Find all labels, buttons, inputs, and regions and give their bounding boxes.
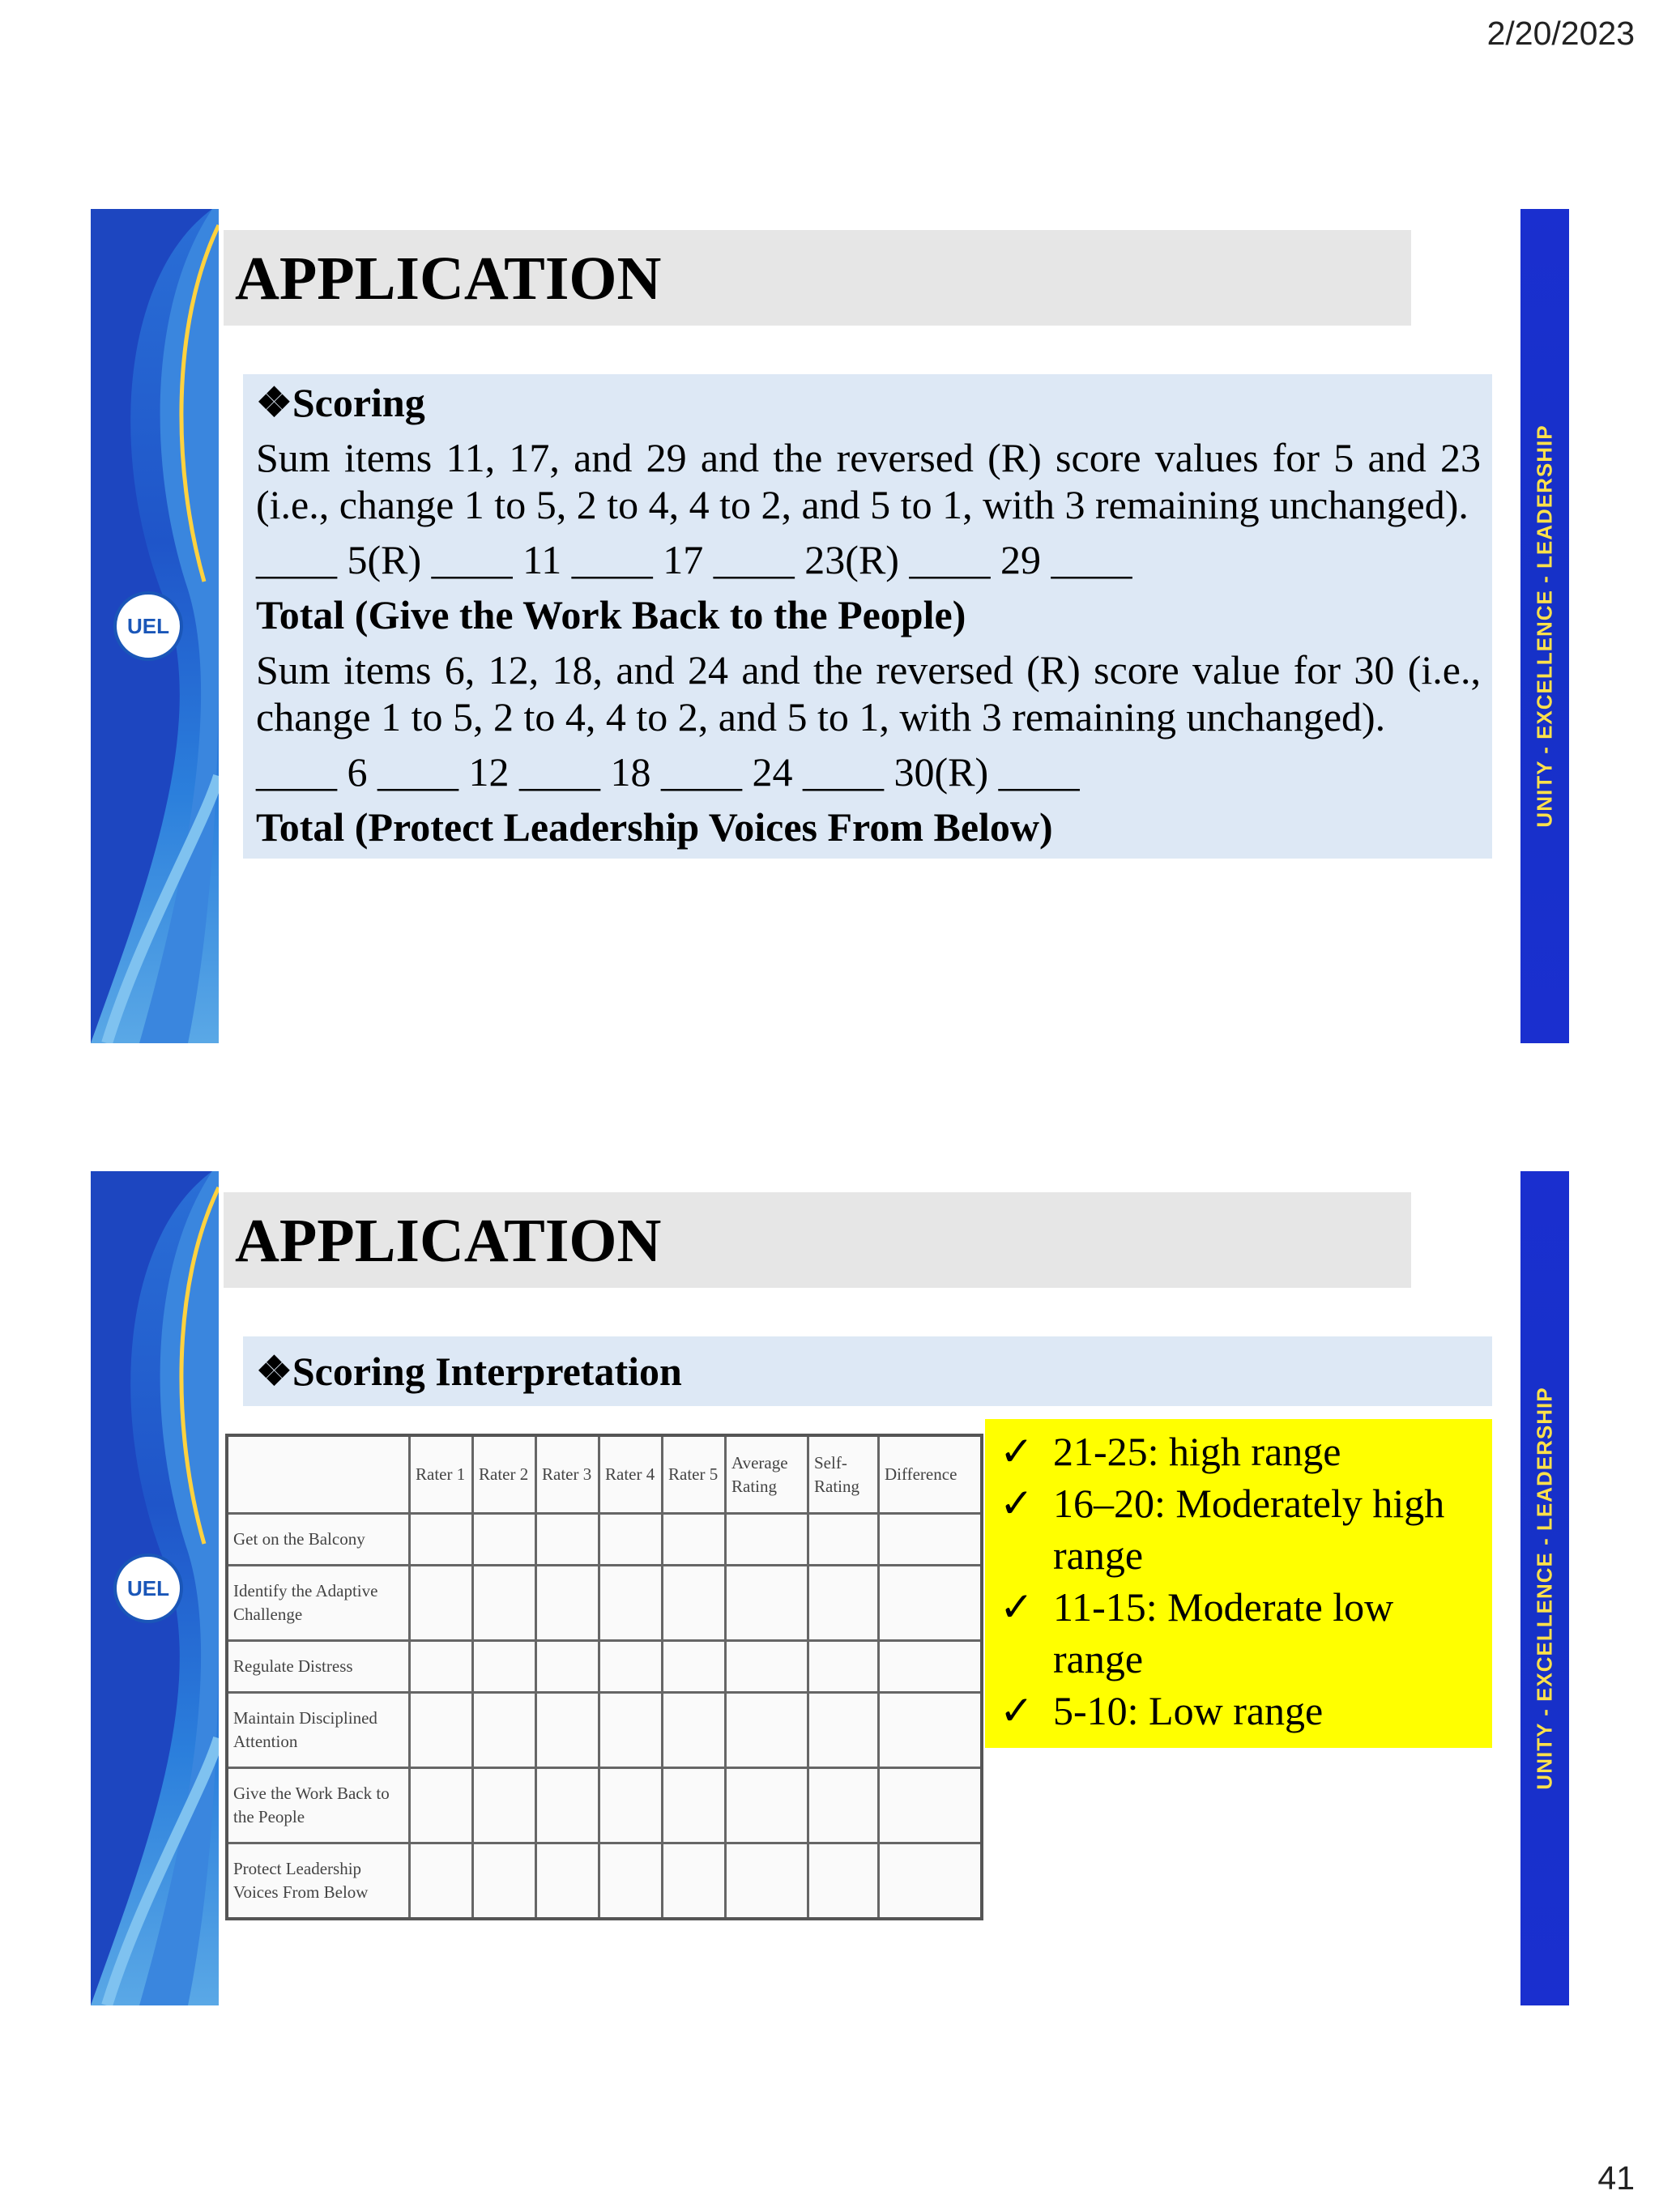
rating-cell[interactable] — [410, 1768, 473, 1843]
rating-cell[interactable] — [536, 1566, 599, 1641]
table-row — [227, 1693, 982, 1768]
difference-cell[interactable] — [879, 1693, 983, 1768]
table-row — [227, 1641, 982, 1693]
rating-cell[interactable] — [663, 1514, 726, 1566]
total-label-2: Total (Protect Leadership Voices From Below) — [256, 804, 1053, 850]
column-header: Self-Rating — [808, 1435, 879, 1514]
checkmark-icon: ✓ — [1000, 1688, 1034, 1733]
average-cell[interactable] — [726, 1693, 808, 1768]
decorative-right-band — [1520, 1171, 1569, 2005]
rating-cell[interactable] — [663, 1641, 726, 1693]
list-item — [1000, 1685, 1492, 1737]
row-label: Regulate Distress — [227, 1641, 410, 1693]
rating-cell[interactable] — [663, 1768, 726, 1843]
rating-cell[interactable] — [536, 1843, 599, 1919]
row-label: Maintain Disciplined Attention — [227, 1693, 410, 1768]
rating-cell[interactable] — [599, 1693, 663, 1768]
section-heading: ❖Scoring — [256, 380, 425, 425]
score-ranges-box — [985, 1419, 1492, 1748]
range-text: 21-25: high range — [1053, 1429, 1341, 1474]
list-item — [1000, 1581, 1492, 1685]
table-header-row — [227, 1435, 982, 1514]
range-text: 11-15: Moderate low range — [1053, 1584, 1394, 1681]
column-header: Rater 4 — [599, 1435, 663, 1514]
table-row — [227, 1768, 982, 1843]
vertical-motto: UNITY - EXCELLENCE - LEADERSHIP — [1532, 424, 1557, 828]
slide-scoring-interpretation — [91, 1171, 1569, 2005]
rating-cell[interactable] — [410, 1693, 473, 1768]
checkmark-icon: ✓ — [1000, 1429, 1034, 1474]
column-header — [227, 1435, 410, 1514]
decorative-left-band — [91, 1171, 219, 2005]
self-rating-cell[interactable] — [808, 1514, 879, 1566]
instruction-paragraph-2: Sum items 6, 12, 18, and 24 and the reversed (R) score value for 30 (i.e., change 1 to 5, 2 to 4, 4 to 2, and 5 to 1, with 3 remaining unchanged). — [256, 647, 1481, 739]
rating-cell[interactable] — [536, 1768, 599, 1843]
rating-cell[interactable] — [599, 1843, 663, 1919]
column-header: Difference — [879, 1435, 983, 1514]
rating-cell[interactable] — [410, 1641, 473, 1693]
rating-cell[interactable] — [599, 1641, 663, 1693]
self-rating-cell[interactable] — [808, 1641, 879, 1693]
rating-cell[interactable] — [599, 1566, 663, 1641]
uel-logo: UEL — [113, 1554, 183, 1623]
average-cell[interactable] — [726, 1843, 808, 1919]
column-header: Rater 5 — [663, 1435, 726, 1514]
rating-table — [225, 1434, 983, 1920]
rating-cell[interactable] — [663, 1566, 726, 1641]
rating-cell[interactable] — [473, 1768, 536, 1843]
row-label: Get on the Balcony — [227, 1514, 410, 1566]
row-label: Give the Work Back to the People — [227, 1768, 410, 1843]
page-number: 41 — [1597, 2159, 1635, 2197]
rating-cell[interactable] — [473, 1514, 536, 1566]
average-cell[interactable] — [726, 1566, 808, 1641]
table-row — [227, 1566, 982, 1641]
rating-cell[interactable] — [663, 1693, 726, 1768]
average-cell[interactable] — [726, 1514, 808, 1566]
list-item — [1000, 1477, 1492, 1581]
score-blanks-1: ____ 5(R) ____ 11 ____ 17 ____ 23(R) ____ 29 ____ — [256, 537, 1132, 582]
column-header: Rater 3 — [536, 1435, 599, 1514]
difference-cell[interactable] — [879, 1566, 983, 1641]
rating-cell[interactable] — [536, 1641, 599, 1693]
self-rating-cell[interactable] — [808, 1693, 879, 1768]
rating-cell[interactable] — [473, 1566, 536, 1641]
title-bar — [224, 1192, 1411, 1288]
list-item — [1000, 1426, 1492, 1477]
vertical-motto: UNITY - EXCELLENCE - LEADERSHIP — [1532, 1387, 1557, 1790]
difference-cell[interactable] — [879, 1514, 983, 1566]
difference-cell[interactable] — [879, 1641, 983, 1693]
difference-cell[interactable] — [879, 1768, 983, 1843]
rating-cell[interactable] — [599, 1768, 663, 1843]
difference-cell[interactable] — [879, 1843, 983, 1919]
average-cell[interactable] — [726, 1768, 808, 1843]
table-row — [227, 1843, 982, 1919]
column-header: Average Rating — [726, 1435, 808, 1514]
self-rating-cell[interactable] — [808, 1566, 879, 1641]
section-heading: ❖Scoring Interpretation — [243, 1336, 1492, 1406]
rating-cell[interactable] — [663, 1843, 726, 1919]
slide-date: 2/20/2023 — [1486, 15, 1635, 52]
uel-logo: UEL — [113, 591, 183, 661]
rating-cell[interactable] — [473, 1641, 536, 1693]
rating-cell[interactable] — [410, 1514, 473, 1566]
title-bar — [224, 230, 1411, 326]
rating-cell[interactable] — [599, 1514, 663, 1566]
slide-scoring — [91, 209, 1569, 1043]
rating-cell[interactable] — [410, 1566, 473, 1641]
row-label: Protect Leadership Voices From Below — [227, 1843, 410, 1919]
checkmark-icon: ✓ — [1000, 1481, 1034, 1526]
rating-cell[interactable] — [536, 1693, 599, 1768]
self-rating-cell[interactable] — [808, 1768, 879, 1843]
score-blanks-2: ____ 6 ____ 12 ____ 18 ____ 24 ____ 30(R) ____ — [256, 749, 1080, 795]
rating-cell[interactable] — [473, 1693, 536, 1768]
scoring-content-box — [243, 374, 1492, 859]
total-label-1: Total (Give the Work Back to the People) — [256, 592, 966, 637]
column-header: Rater 2 — [473, 1435, 536, 1514]
table-row — [227, 1514, 982, 1566]
average-cell[interactable] — [726, 1641, 808, 1693]
range-text: 5-10: Low range — [1053, 1688, 1324, 1733]
row-label: Identify the Adaptive Challenge — [227, 1566, 410, 1641]
rating-cell[interactable] — [410, 1843, 473, 1919]
decorative-left-band — [91, 209, 219, 1043]
decorative-right-band — [1520, 209, 1569, 1043]
column-header: Rater 1 — [410, 1435, 473, 1514]
checkmark-icon: ✓ — [1000, 1584, 1034, 1630]
rating-cell[interactable] — [536, 1514, 599, 1566]
instruction-paragraph-1: Sum items 11, 17, and 29 and the reversed (R) score values for 5 and 23 (i.e., change 1 to 5, 2 to 4, 4 to 2, and 5 to 1, with 3 remaining unchanged). — [256, 435, 1481, 527]
rating-cell[interactable] — [473, 1843, 536, 1919]
slide-title: APPLICATION — [235, 1207, 662, 1275]
slide-title: APPLICATION — [235, 245, 662, 313]
range-text: 16–20: Moderately high range — [1053, 1481, 1445, 1578]
self-rating-cell[interactable] — [808, 1843, 879, 1919]
